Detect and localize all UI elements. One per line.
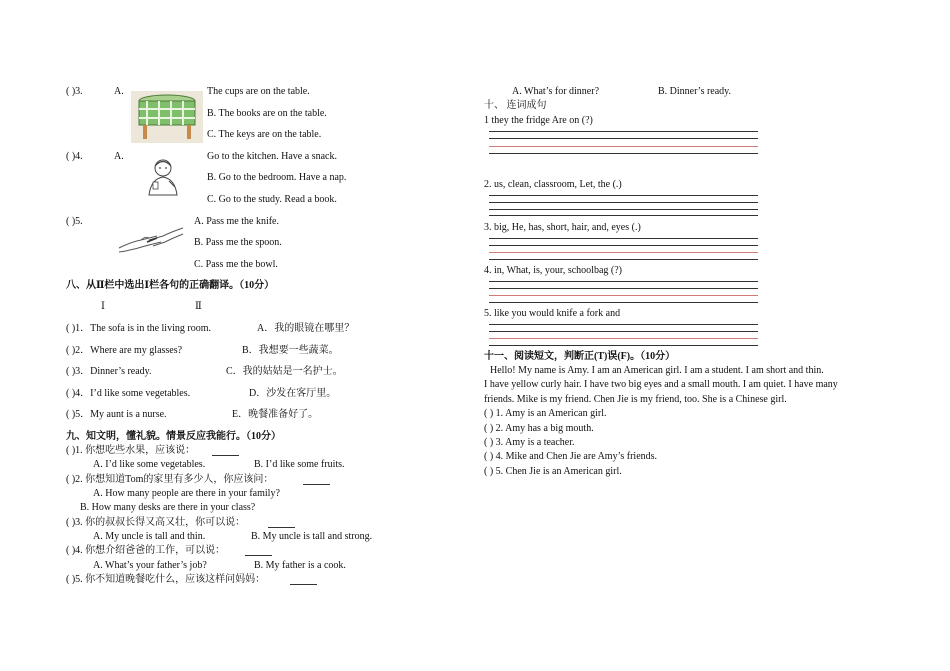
q5-option-c: C. Pass me the bowl.: [194, 259, 278, 270]
s10-item-1-line-3[interactable]: [489, 146, 758, 147]
statement-1: ( ) 1. Amy is an American girl.: [484, 408, 607, 419]
s10-item-4: 4. in, What, is, your, schoolbag (?): [484, 265, 622, 276]
s9-q4-b: B. My father is a cook.: [254, 560, 346, 571]
s10-item-4-line-2[interactable]: [489, 288, 758, 289]
section-9-title: 九、知文明，懂礼貌。情景反应我能行。（10分）: [66, 431, 281, 442]
s8-item-4: ( )4．I’d like some vegetables.: [66, 388, 191, 399]
s10-item-5-line-2[interactable]: [489, 331, 758, 332]
s9-q2-blank[interactable]: [303, 484, 330, 485]
s8-item-1: ( )1．The sofa is in the living room.: [66, 323, 211, 334]
s9-q2: ( )2. 你想知道Tom的家里有多少人，你应该问：: [66, 474, 274, 485]
s9-q5-blank[interactable]: [290, 584, 317, 585]
s10-item-1-line-4[interactable]: [489, 153, 758, 154]
passage-line-1: Hello! My name is Amy. I am an American girl. I am a student. I am short and thin.: [490, 365, 824, 376]
s9-q3-blank[interactable]: [268, 527, 295, 528]
s10-item-2-line-2[interactable]: [489, 202, 758, 203]
s10-item-3-line-1[interactable]: [489, 238, 758, 239]
s8-translation-a: A．我的眼镜在哪里？: [257, 323, 355, 334]
s10-item-1-line-2[interactable]: [489, 138, 758, 139]
statement-2: ( ) 2. Amy has a big mouth.: [484, 423, 594, 434]
s10-item-4-line-4[interactable]: [489, 302, 758, 303]
s9-q1-a: A. I’d like some vegetables.: [93, 459, 206, 470]
statement-5: ( ) 5. Chen Jie is an American girl.: [484, 466, 622, 477]
s10-item-3-line-3[interactable]: [489, 252, 758, 253]
s9-q1-blank[interactable]: [212, 455, 239, 456]
q3-option-a: The cups are on the table.: [207, 86, 310, 97]
s10-item-5-line-3[interactable]: [489, 338, 758, 339]
s10-item-2-line-1[interactable]: [489, 195, 758, 196]
s10-item-3-line-2[interactable]: [489, 245, 758, 246]
q3-number: ( )3.: [66, 86, 83, 97]
s10-item-2: 2. us, clean, classroom, Let, the (.): [484, 179, 622, 190]
s10-item-3: 3. big, He, has, short, hair, and, eyes (.): [484, 222, 641, 233]
q4-option-a: Go to the kitchen. Have a snack.: [207, 151, 337, 162]
statement-3: ( ) 3. Amy is a teacher.: [484, 437, 575, 448]
s8-item-5: ( )5．My aunt is a nurse.: [66, 409, 167, 420]
s9-q1-b: B. I’d like some fruits.: [254, 459, 345, 470]
s8-translation-e: E．晚餐准备好了。: [232, 409, 319, 420]
s9-q5: ( )5. 你不知道晚餐吃什么，应该这样问妈妈：: [66, 574, 266, 585]
s9-q5-b: B. Dinner’s ready.: [658, 86, 732, 97]
s10-item-5-line-1[interactable]: [489, 324, 758, 325]
s8-item-3: ( )3．Dinner’s ready.: [66, 366, 152, 377]
table-picture: [131, 91, 203, 143]
q4-option-label: A.: [114, 151, 124, 162]
s10-item-4-line-3[interactable]: [489, 295, 758, 296]
s8-translation-d: D．沙发在客厅里。: [249, 388, 337, 399]
statement-4: ( ) 4. Mike and Chen Jie are Amy’s friends.: [484, 451, 658, 462]
column-2-heading: Ⅱ: [195, 301, 202, 312]
hands-picture: [117, 222, 185, 256]
s9-q3: ( )3. 你的叔叔长得又高又壮，你可以说：: [66, 517, 246, 528]
q4-number: ( )4.: [66, 151, 83, 162]
s10-item-5: 5. like you would knife a fork and: [484, 308, 621, 319]
s9-q4-blank[interactable]: [245, 555, 272, 556]
s9-q4-a: A. What’s your father’s job?: [93, 560, 207, 571]
q5-option-b: B. Pass me the spoon.: [194, 237, 282, 248]
s8-item-2: ( )2．Where are my glasses?: [66, 345, 183, 356]
s10-item-2-line-3[interactable]: [489, 209, 758, 210]
passage-line-3: friends. Mike is my friend. Chen Jie is my friend, too. She is a Chinese girl.: [484, 394, 787, 405]
s10-item-2-line-4[interactable]: [489, 215, 758, 216]
section-11-title: 十一、阅读短文，判断正(T)误(F)。（10分）: [484, 351, 676, 362]
q3-option-b: B. The books are on the table.: [207, 108, 327, 119]
s9-q1: ( )1. 你想吃些水果，应该说：: [66, 445, 196, 456]
s8-translation-b: B．我想要一些蔬菜。: [242, 345, 339, 356]
s10-item-1: 1 they the fridge Are on (?): [484, 115, 593, 126]
q3-option-label: A.: [114, 86, 124, 97]
s10-item-4-line-1[interactable]: [489, 281, 758, 282]
s10-item-1-line-1[interactable]: [489, 131, 758, 132]
q3-option-c: C. The keys are on the table.: [207, 129, 322, 140]
section-10-title: 十、 连词成句: [484, 100, 547, 111]
s9-q5-a: A. What’s for dinner?: [512, 86, 600, 97]
passage-line-2: I have yellow curly hair. I have two big eyes and a small mouth. I am quiet. I have many: [484, 379, 838, 390]
section-8-title: 八、从Ⅱ栏中选出Ⅰ栏各句的正确翻译。（10分）: [66, 280, 275, 291]
q4-option-b: B. Go to the bedroom. Have a nap.: [207, 172, 347, 183]
q4-option-c: C. Go to the study. Read a book.: [207, 194, 337, 205]
q5-option-a: A. Pass me the knife.: [194, 216, 279, 227]
s10-item-5-line-4[interactable]: [489, 345, 758, 346]
boy-picture: [141, 157, 185, 197]
q5-number: ( )5.: [66, 216, 83, 227]
s9-q3-b: B. My uncle is tall and strong.: [251, 531, 373, 542]
s9-q2-a: A. How many people are there in your family?: [93, 488, 280, 499]
s9-q4: ( )4. 你想介绍爸爸的工作，可以说：: [66, 545, 226, 556]
s10-item-3-line-4[interactable]: [489, 259, 758, 260]
s8-translation-c: C．我的姑姑是一名护士。: [226, 366, 343, 377]
column-1-heading: Ⅰ: [101, 301, 105, 312]
s9-q2-b: B. How many desks are there in your class?: [80, 502, 256, 513]
s9-q3-a: A. My uncle is tall and thin.: [93, 531, 206, 542]
